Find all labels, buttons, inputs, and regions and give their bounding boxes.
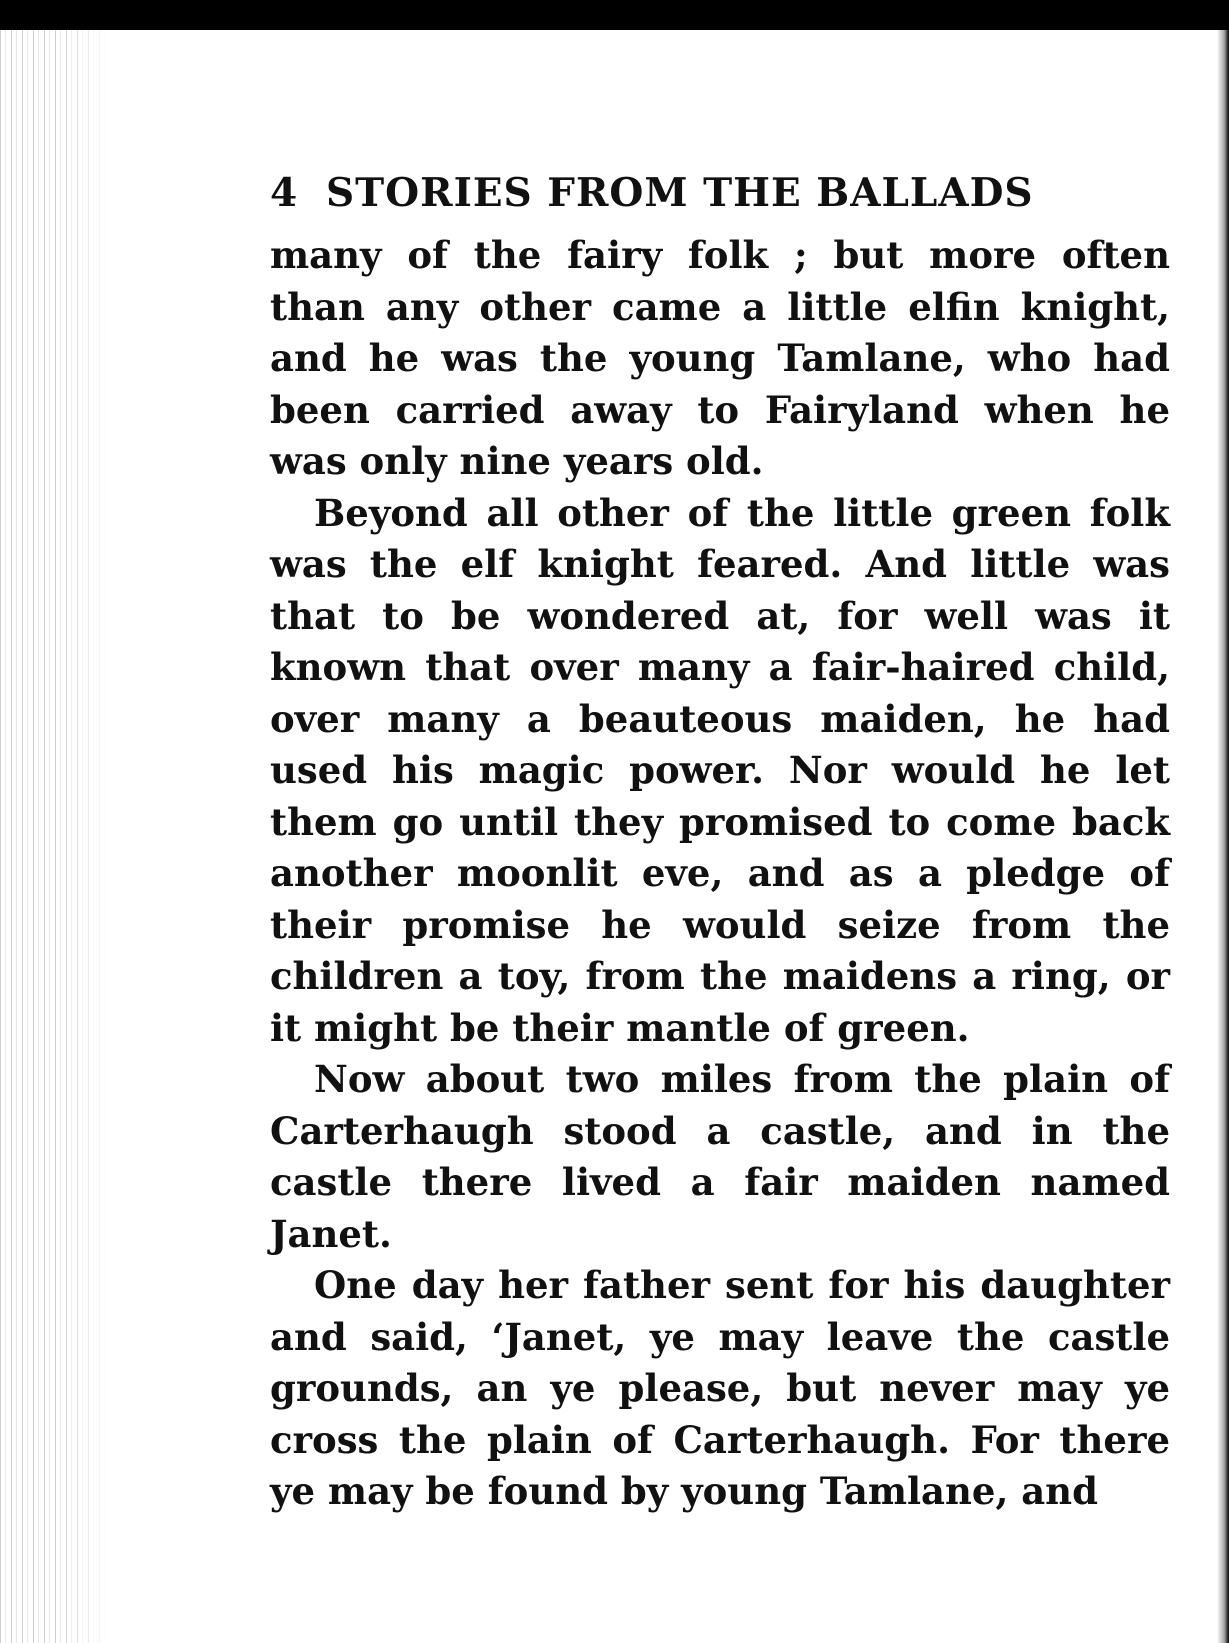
paragraph-castle: Now about two miles from the plain of Carterhaugh stood a castle, and in the castle there lived a fair maiden named Janet. (270, 1057, 1170, 1256)
book-page (270, 170, 1170, 1570)
scan-left-gutter (0, 30, 110, 1643)
paragraph-elf-knight: Beyond all other of the little green folk was the elf knight feared. And little was that to be wondered at, for well was it known that over many a fair-haired child, over many a beauteous maiden, he had used his magic power. Nor would he let them go until they promised to come back another moonlit eve, and as a pledge of their promise he would seize from the children a toy, from the maidens a ring, or it might be their mantle of green. (270, 490, 1170, 1050)
paragraph-father-warning: One day her father sent for his daughter and said, ‘Janet, ye may leave the castle grounds, an ye please, but never may ye cross the plain of Carterhaugh. For there ye may be found by young Tamlane, and (270, 1263, 1170, 1513)
paragraph-continued: many of the fairy folk ; but more often than any other came a little elfin knight, and he was the young Tamlane, who had been carried away to Fairyland when he was only nine years old. (270, 233, 1170, 483)
running-title: STORIES FROM THE BALLADS (326, 170, 1034, 216)
page-number: 4 (270, 170, 299, 216)
page-header (270, 170, 1170, 230)
scan-top-border (0, 0, 1229, 30)
scan-right-edge (1217, 30, 1229, 1643)
